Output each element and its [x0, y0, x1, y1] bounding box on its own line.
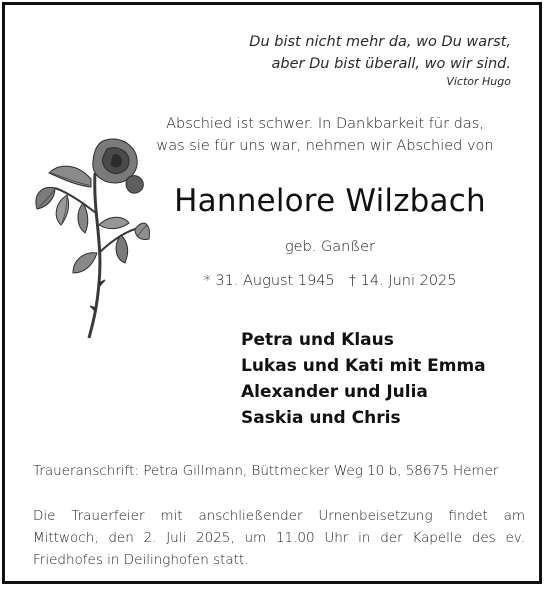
- intro-text: [145, 113, 505, 157]
- quote-line-1: Du bist nicht mehr da, wo Du warst,: [249, 34, 511, 50]
- family-member: Lukas und Kati mit Emma: [241, 356, 486, 376]
- family-member: Alexander und Julia: [241, 382, 428, 402]
- intro-line-1: Abschied ist schwer. In Dankbarkeit für das,: [166, 116, 484, 132]
- birth-name: geb. Ganßer: [284, 239, 376, 255]
- life-dates: [155, 273, 505, 289]
- family-member: Petra und Klaus: [241, 330, 394, 350]
- funeral-service-info: Die Trauerfeier mit anschließender Urnenbeisetzung findet am Mittwoch, den 2. Juli 2025, um 11.00 Uhr in der Kapelle des ev. Friedhofes in Deilinghofen statt.: [33, 508, 525, 568]
- birth-date: * 31. August 1945: [203, 273, 335, 289]
- mourning-address: Traueranschrift: Petra Gillmann, Büttmecker Weg 10 b, 58675 Hemer: [33, 463, 499, 479]
- death-date: † 14. Juni 2025: [348, 273, 457, 289]
- obituary-frame: [2, 2, 542, 584]
- intro-line-2: was sie für uns war, nehmen wir Abschied von: [156, 138, 494, 154]
- quote: [249, 31, 511, 89]
- family-list: [241, 327, 486, 431]
- quote-author: Victor Hugo: [446, 75, 511, 88]
- family-member: Saskia und Chris: [241, 408, 401, 428]
- deceased-name: Hannelore Wilzbach: [174, 183, 486, 219]
- quote-line-2: aber Du bist überall, wo wir sind.: [271, 56, 511, 72]
- rose-icon: [33, 133, 151, 343]
